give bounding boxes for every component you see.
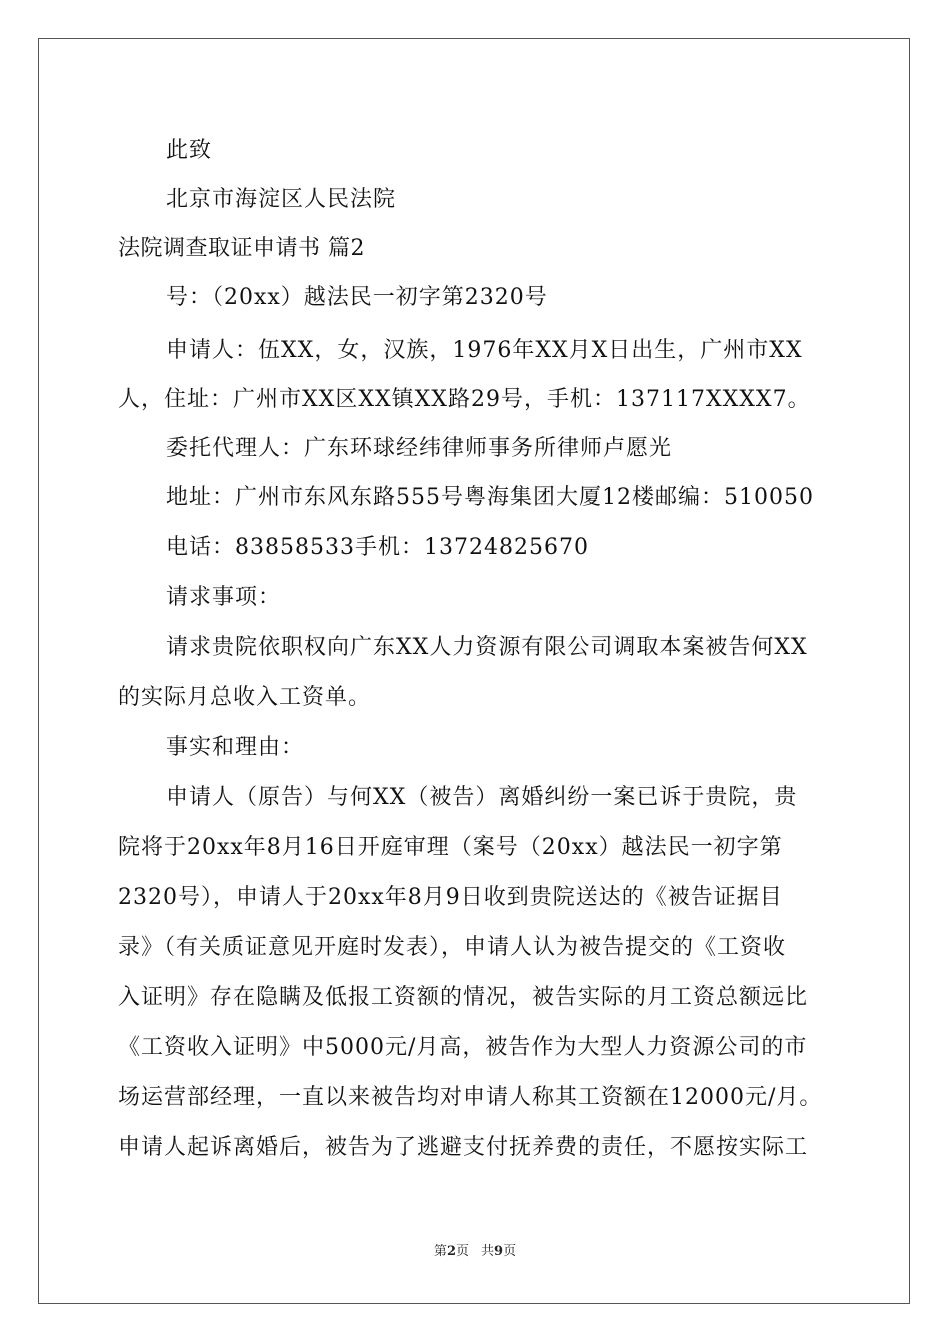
page-suffix: 页 [455,1244,469,1259]
total-suffix: 页 [503,1244,517,1259]
applicant-line-1: 申请人：伍XX，女，汉族，1976年XX月X日出生，广州市XX [166,338,803,363]
facts-body-line: 录》（有关质证意见开庭时发表），申请人认为被告提交的《工资收 [118,935,787,960]
current-page-number: 2 [446,1244,456,1259]
page-border [38,38,910,1304]
request-heading: 请求事项： [166,585,282,610]
phone-line: 电话：83858533手机：13724825670 [166,535,589,560]
request-body-line: 请求贵院依职权向广东XX人力资源有限公司调取本案被告何XX [166,635,808,660]
applicant-line-2: 人，住址：广州市XX区XX镇XX路29号，手机：137117XXXX7。 [118,387,811,412]
facts-body-line: 2320号），申请人于20xx年8月9日收到贵院送达的《被告证据目 [118,885,783,910]
section-heading: 法院调查取证申请书 篇2 [118,236,365,261]
address-line: 地址：广州市东风东路555号粤海集团大厦12楼邮编：510050 [166,485,814,510]
facts-body-line: 申请人（原告）与何XX（被告）离婚纠纷一案已诉于贵院，贵 [166,785,798,810]
facts-body-line: 《工资收入证明》中5000元/月高，被告作为大型人力资源公司的市 [118,1035,808,1060]
facts-heading: 事实和理由： [166,735,305,760]
closing-recipient: 北京市海淀区人民法院 [166,187,397,212]
facts-body-line: 入证明》存在隐瞒及低报工资额的情况，被告实际的月工资总额远比 [118,985,809,1010]
total-prefix: 共 [481,1244,495,1259]
total-pages-number: 9 [494,1244,504,1259]
facts-body-line: 申请人起诉离婚后，被告为了逃避支付抚养费的责任，不愿按实际工 [118,1135,809,1160]
agent-line: 委托代理人：广东环球经纬律师事务所律师卢愿光 [166,436,673,461]
case-number: 号：（20xx）越法民一初字第2320号 [166,285,548,310]
request-body-line: 的实际月总收入工资单。 [118,685,372,710]
facts-body-line: 场运营部经理，一直以来被告均对申请人称其工资额在12000元/月。 [118,1085,823,1110]
page-prefix: 第 [433,1244,447,1259]
closing-salutation: 此致 [166,138,213,163]
page-footer [0,1244,950,1260]
facts-body-line: 院将于20xx年8月16日开庭审理（案号（20xx）越法民一初字第 [118,835,783,860]
